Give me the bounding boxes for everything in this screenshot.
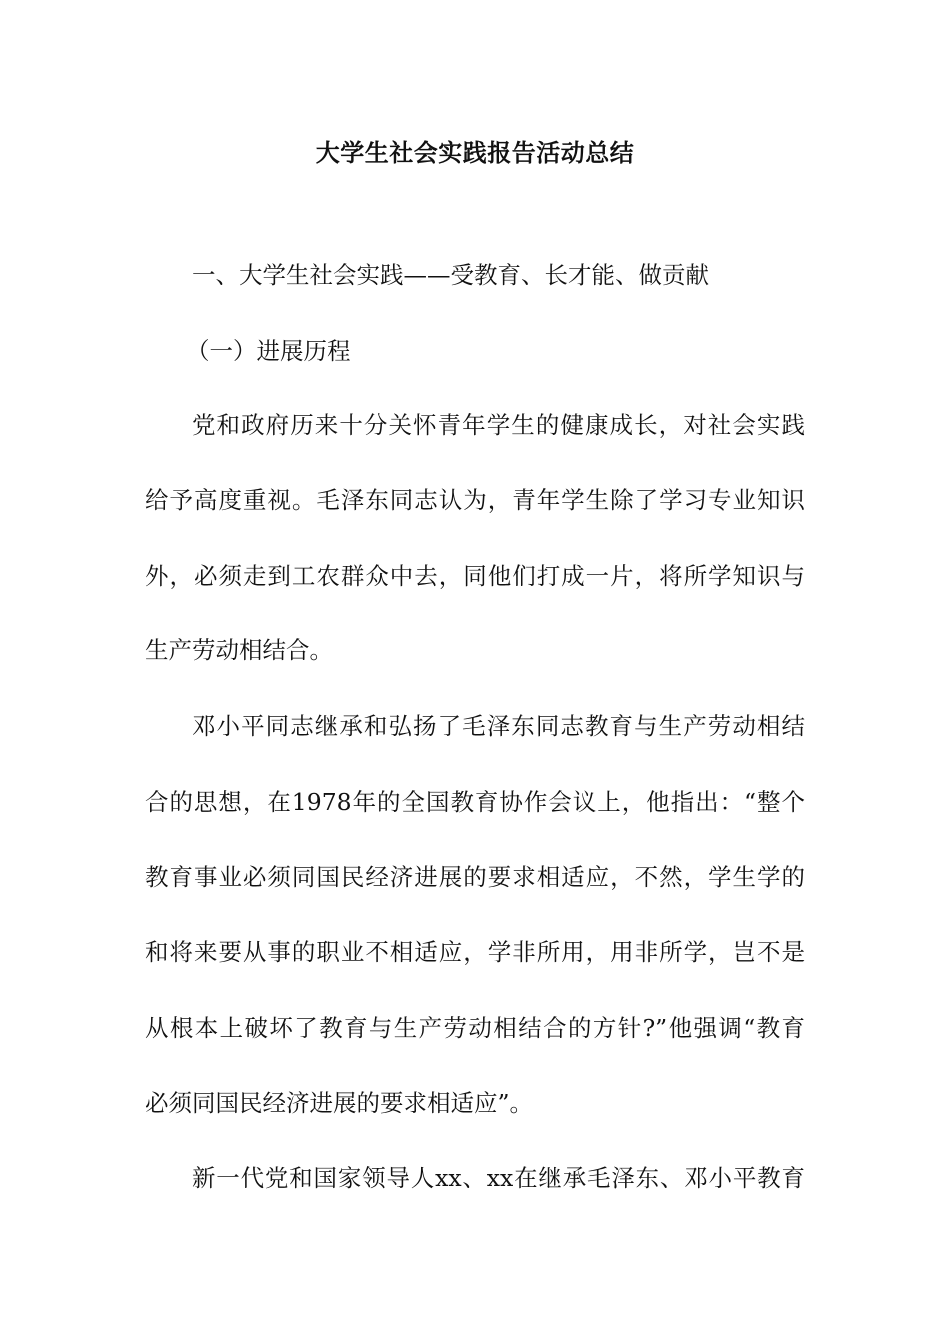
subsection-heading: （一）进展历程: [186, 337, 351, 365]
paragraph-line: 必须同国民经济进展的要求相适应”。: [145, 1089, 534, 1117]
paragraph-line: 外，必须走到工农群众中去，同他们打成一片，将所学知识与: [145, 562, 805, 590]
paragraph-line: 生产劳动相结合。: [145, 636, 333, 664]
section-heading: 一、大学生社会实践——受教育、长才能、做贡献: [192, 261, 709, 289]
paragraph-line: 和将来要从事的职业不相适应，学非所用，用非所学，岂不是: [145, 938, 805, 966]
document-title: 大学生社会实践报告活动总结: [315, 139, 635, 167]
paragraph-line: 邓小平同志继承和弘扬了毛泽东同志教育与生产劳动相结: [192, 712, 805, 740]
paragraph-line: 党和政府历来十分关怀青年学生的健康成长，对社会实践: [192, 411, 805, 439]
paragraph-line: 新一代党和国家领导人xx、xx在继承毛泽东、邓小平教育: [192, 1164, 805, 1192]
paragraph-line: 合的思想，在1978年的全国教育协作会议上，他指出：“整个: [145, 788, 805, 816]
paragraph-line: 从根本上破坏了教育与生产劳动相结合的方针?”他强调“教育: [145, 1014, 805, 1042]
paragraph-line: 给予高度重视。毛泽东同志认为，青年学生除了学习专业知识: [145, 486, 805, 514]
paragraph-line: 教育事业必须同国民经济进展的要求相适应，不然，学生学的: [145, 863, 805, 891]
